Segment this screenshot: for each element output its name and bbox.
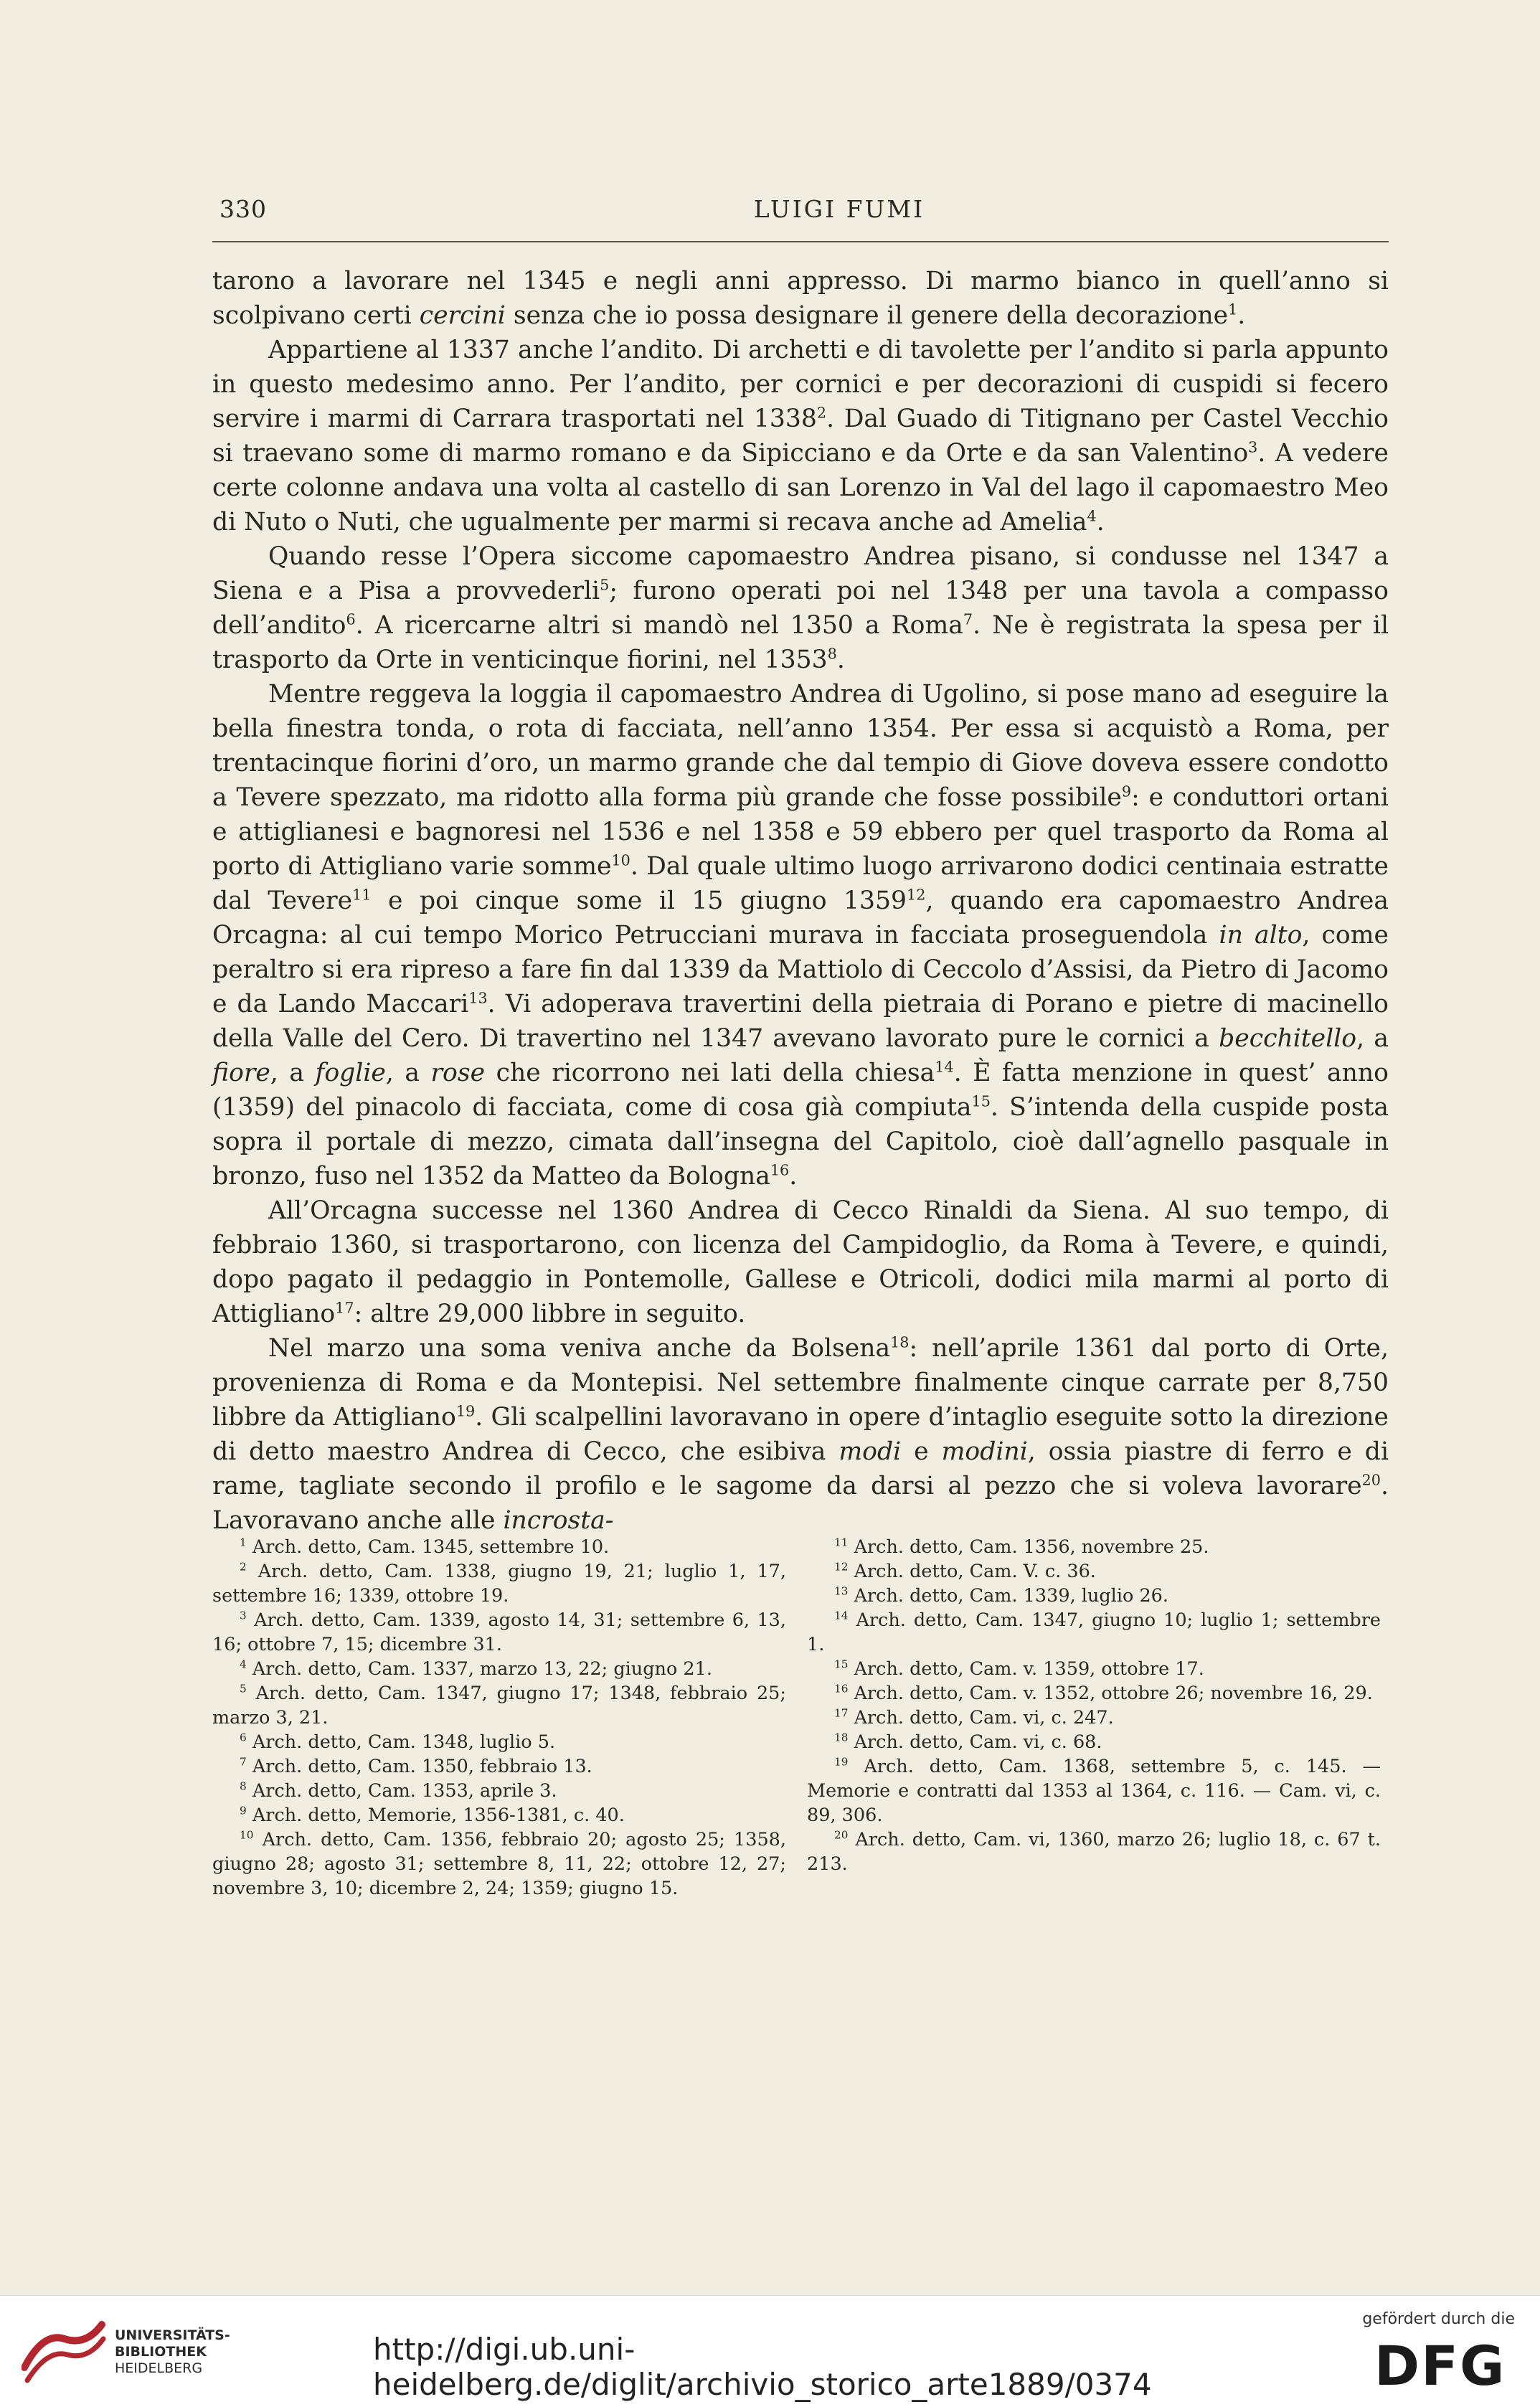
footnote: $^{10}$ Arch. detto, Cam. 1356, febbraio 20; agosto 25; 1358, giugno 28; agosto 31; settembre 8, 11, 22; ottobre 12, 27; novembre 3, 10; dicembre 2, 24; 1359; giugno 15.: [212, 1828, 786, 1899]
paragraph: Appartiene al 1337 anche l’andito. Di archetti e di tavolette per l’andito si parla appunto in questo medesimo anno. Per l’andito, per cornici e per decorazioni di cuspidi si fecero servire i marmi di Carrara trasportati nel 1338$^2$. Dal Guado di Titignano per Castel Vecchio si traevano some di marmo romano e da Sipicciano e da Orte e da san Valentino$^3$. A vedere certe colonne andava una volta al castello di san Lorenzo in Val del lago il capomaestro Meo di Nuto o Nuti, che ugualmente per marmi si recava anche ad Amelia$^4$.: [212, 336, 1389, 536]
footnote: $^{20}$ Arch. detto, Cam. vi, 1360, marzo 26; luglio 18, c. 67 t. 213.: [807, 1828, 1381, 1875]
footnote: $^1$ Arch. detto, Cam. 1345, settembre 10.: [240, 1536, 610, 1558]
footnote: $^{12}$ Arch. detto, Cam. V. c. 36.: [834, 1560, 1096, 1582]
footnote-ref: 4: [1087, 507, 1097, 525]
footnote-ref: 20: [1361, 1471, 1381, 1489]
library-name: UNIVERSITÄTS- BIBLIOTHEK HEIDELBERG: [115, 2327, 230, 2376]
svg-text:DFG: DFG: [1374, 2339, 1506, 2389]
footnote-ref: 18: [890, 1333, 910, 1351]
footnote: $^{19}$ Arch. detto, Cam. 1368, settembre 5, c. 145. — Memorie e contratti dal 1353 al 1364, c. 116. — Cam. vi, c. 89, 306.: [807, 1755, 1381, 1826]
paragraph: All’Orcagna successe nel 1360 Andrea di Cecco Rinaldi da Siena. Al suo tempo, di febbraio 1360, si trasportarono, con licenza del Campidoglio, da Roma à Tevere, e quindi, dopo pagato il pedaggio in Pontemolle, Gallese e Otricoli, dodici mila marmi al porto di Attigliano$^{17}$: altre 29,000 libbre in seguito.: [212, 1196, 1389, 1328]
footnote: $^{18}$ Arch. detto, Cam. vi, c. 68.: [834, 1731, 1102, 1753]
dfg-logo-icon: [1371, 2339, 1529, 2389]
footnote: $^{14}$ Arch. detto, Cam. 1347, giugno 10; luglio 1; settembre 1.: [807, 1609, 1381, 1655]
footnotes-left-column: [212, 1535, 786, 1901]
footnote: $^2$ Arch. detto, Cam. 1338, giugno 19, 21; luglio 1, 17, settembre 16; 1339, ottobre 19.: [212, 1560, 787, 1607]
footnote-ref: 2: [816, 404, 827, 422]
viewer-footer: [0, 2295, 1540, 2407]
footnote-ref: 10: [611, 851, 630, 869]
footnote-ref: 6: [346, 610, 356, 628]
footnote-ref: 3: [1248, 438, 1258, 456]
footnote-ref: 9: [1121, 782, 1132, 800]
footnote-ref: 16: [770, 1161, 790, 1179]
footnote: $^{13}$ Arch. detto, Cam. 1339, luglio 26.: [834, 1584, 1169, 1607]
paragraph: Quando resse l’Opera siccome capomaestro Andrea pisano, si condusse nel 1347 a Siena e a Pisa a provvederli$^5$; furono operati poi nel 1348 per una tavola a compasso dell’andito$^6$. A ricercarne altri si mandò nel 1350 a Roma$^7$. Ne è registrata la spesa per il trasporto da Orte in venticinque fiorini, nel 1353$^8$.: [212, 542, 1389, 674]
footnote-ref: 11: [352, 886, 372, 904]
paragraph: Mentre reggeva la loggia il capomaestro Andrea di Ugolino, si pose mano ad eseguire la bella finestra tonda, o rota di facciata, nell’anno 1354. Per essa si acquistò a Roma, per trentacinque fiorini d’oro, un marmo grande che dal tempio di Giove doveva essere condotto a Tevere spezzato, ma ridotto alla forma più grande che fosse possibile$^9$: e conduttori ortani e attiglianesi e bagnoresi nel 1536 e nel 1358 e 59 ebbero per quel trasporto da Roma al porto di Attigliano varie somme$^{10}$. Dal quale ultimo luogo arrivarono dodici centinaia estratte dal Tevere$^{11}$ e poi cinque some il 15 giugno 1359$^{12}$, quando era capomaestro Andrea Orcagna: al cui tempo Morico Petrucciani murava in facciata proseguendola in alto, come peraltro si era ripreso a fare fin dal 1339 da Mattiolo di Ceccolo d’Assisi, da Pietro di Jacomo e da Lando Maccari$^{13}$. Vi adoperava travertini della pietraia di Porano e pietre di macinello della Valle del Cero. Di travertino nel 1347 avevano lavorato pure le cornici a becchitello, a fiore, a foglie, a rose che ricorrono nei lati della chiesa$^{14}$. È fatta menzione in quest’ anno (1359) del pinacolo di facciata, come di cosa già compiuta$^{15}$. S’intenda della cuspide posta sopra il portale di mezzo, cimata dall’insegna del Capitolo, cioè dall’agnello pasquale in bronzo, fuso nel 1352 da Matteo da Bologna$^{16}$.: [212, 680, 1389, 1191]
footnote: $^5$ Arch. detto, Cam. 1347, giugno 17; 1348, febbraio 25; marzo 3, 21.: [212, 1682, 786, 1729]
footnote: $^{17}$ Arch. detto, Cam. vi, c. 247.: [834, 1706, 1114, 1729]
paragraph: tarono a lavorare nel 1345 e negli anni appresso. Di marmo bianco in quell’anno si scolpivano certi cercini senza che io possa designare il genere della decorazione$^1$.: [212, 267, 1389, 330]
footnote: $^{11}$ Arch. detto, Cam. 1356, novembre 25.: [834, 1536, 1209, 1558]
footnote: $^3$ Arch. detto, Cam. 1339, agosto 14, 31; settembre 6, 13, 16; ottobre 7, 15; dicembre 31.: [212, 1609, 786, 1655]
footnotes-right-column: [807, 1535, 1381, 1876]
footnote: $^{15}$ Arch. detto, Cam. v. 1359, ottobre 17.: [834, 1658, 1204, 1680]
footnote: $^4$ Arch. detto, Cam. 1337, marzo 13, 22; giugno 21.: [240, 1658, 712, 1680]
sponsor-caption: gefördert durch die: [1362, 2310, 1515, 2328]
header-rule: [212, 241, 1389, 242]
footnote-ref: 1: [1228, 301, 1238, 318]
footnote-ref: 15: [971, 1092, 991, 1110]
footnote-ref: 14: [935, 1058, 954, 1076]
running-head: LUIGI FUMI: [753, 195, 925, 223]
footnote: $^8$ Arch. detto, Cam. 1353, aprile 3.: [240, 1779, 557, 1802]
footnote: $^7$ Arch. detto, Cam. 1350, febbraio 13.: [240, 1755, 592, 1777]
paragraph: Nel marzo una soma veniva anche da Bolsena$^{18}$: nell’aprile 1361 dal porto di Orte, provenienza di Roma e da Montepisi. Nel settembre finalmente cinque carrate per 8,750 libbre da Attigliano$^{19}$. Gli scalpellini lavoravano in opere d’intaglio eseguite sotto la direzione di detto maestro Andrea di Cecco, che esibiva modi e modini, ossia piastre di ferro e di rame, tagliate secondo il profilo e le sagome da darsi al pezzo che si voleva lavorare$^{20}$. Lavoravano anche alle incrosta-: [212, 1333, 1389, 1535]
footnote-ref: 13: [468, 989, 488, 1007]
library-logo[interactable]: [22, 2317, 323, 2389]
body-text: [212, 264, 1389, 1538]
permalink-url[interactable]: http://digi.ub.uni-heidelberg.de/diglit/archivio_storico_arte1889/0374: [373, 2332, 1152, 2402]
footnote: $^{16}$ Arch. detto, Cam. v. 1352, ottobre 26; novembre 16, 29.: [834, 1682, 1373, 1704]
page-number: 330: [219, 195, 267, 223]
footnote-ref: 7: [963, 610, 973, 628]
footnote-ref: 12: [907, 886, 926, 904]
footnote-ref: 8: [827, 645, 837, 663]
footnote: $^6$ Arch. detto, Cam. 1348, luglio 5.: [240, 1731, 556, 1753]
footnote-ref: 17: [335, 1299, 354, 1317]
footnote-ref: 19: [455, 1402, 476, 1420]
sponsor-block[interactable]: [1357, 2310, 1529, 2396]
footnote-ref: 5: [600, 576, 610, 594]
footnote: $^9$ Arch. detto, Memorie, 1356-1381, c. 40.: [240, 1804, 625, 1826]
university-library-logo-icon: [22, 2317, 106, 2383]
